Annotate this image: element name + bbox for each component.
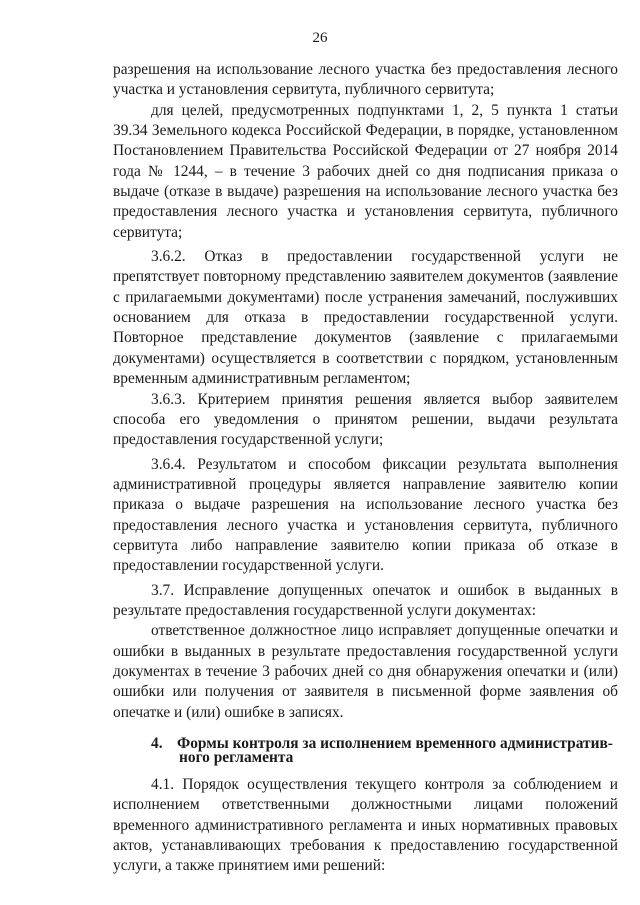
paragraph: разрешения на использование лесного участка без предоставления лесного участка и установления сервитута, публичного сервитута; [113,61,618,99]
paragraph: ответственное должностное лицо исправляет допущенные опечатки и ошибки в выданных в результате предоставления государственной услуги документах в течение 3 рабочих дней со дня обнаружения опечатки и (или) ошибки или получения от заявителя в письменной форме заявления об опечатке и (или) ошибке в записях. [113,622,618,721]
document-body [113,60,618,877]
paragraph-4-1: 4.1. Порядок осуществления текущего контроля за соблюдением и исполнением ответственными должностными лицами положений временного административного регламента и иных нормативных правовых актов, устанавливающих требования к предоставлению государственной услуги, а также принятием ими решений: [113,776,618,875]
section-number: 4. [151,735,163,752]
section-heading [113,737,618,765]
paragraph-3-6-3: 3.6.3. Критерием принятия решения является выбор заявителем способа его уведомления о принятом решении, выдачи результата предоставления государственной услуги; [113,390,618,449]
section-title-line2: ного регламента [179,749,294,766]
paragraph: для целей, предусмотренных подпунктами 1, 2, 5 пункта 1 статьи 39.34 Земельного кодекса Российской Федерации, в порядке, установленном Постановлением Правительства Российской Федерации от 27 ноября 2014 года № 1244, – в течение 3 рабочих дней со дня подписания приказа о выдаче (отказе в выдаче) разрешения на использование лесного участка без предоставления лесного участка и установления сервитута, публичного сервитута; [113,101,618,241]
page-number: 26 [312,30,328,46]
paragraph-3-6-4: 3.6.4. Результатом и способом фиксации результата выполнения административной процедуры является направление заявителю копии приказа о выдаче разрешения на использование лесного участка без предоставления лесного участка и установления сервитута, публичного сервитута либо направление заявителю копии приказа об отказе в предоставлении государственной услуги. [113,455,618,575]
paragraph-3-7: 3.7. Исправление допущенных опечаток и ошибок в выданных в результате предоставления государственной услуги документах: [113,581,618,619]
paragraph-3-6-2: 3.6.2. Отказ в предоставлении государственной услуги не препятствует повторному представлению заявителем документов (заявление с прилагаемыми документами) после устранения замечаний, послуживших основанием для отказа в предоставлении государственной услуги. Повторное представление документов (заявление с прилагаемыми документами) осуществляется в соответствии с порядком, установленным временным административным регламентом; [113,248,618,388]
section-title-line1: Формы контроля за исполнением временного административ- [177,735,613,752]
